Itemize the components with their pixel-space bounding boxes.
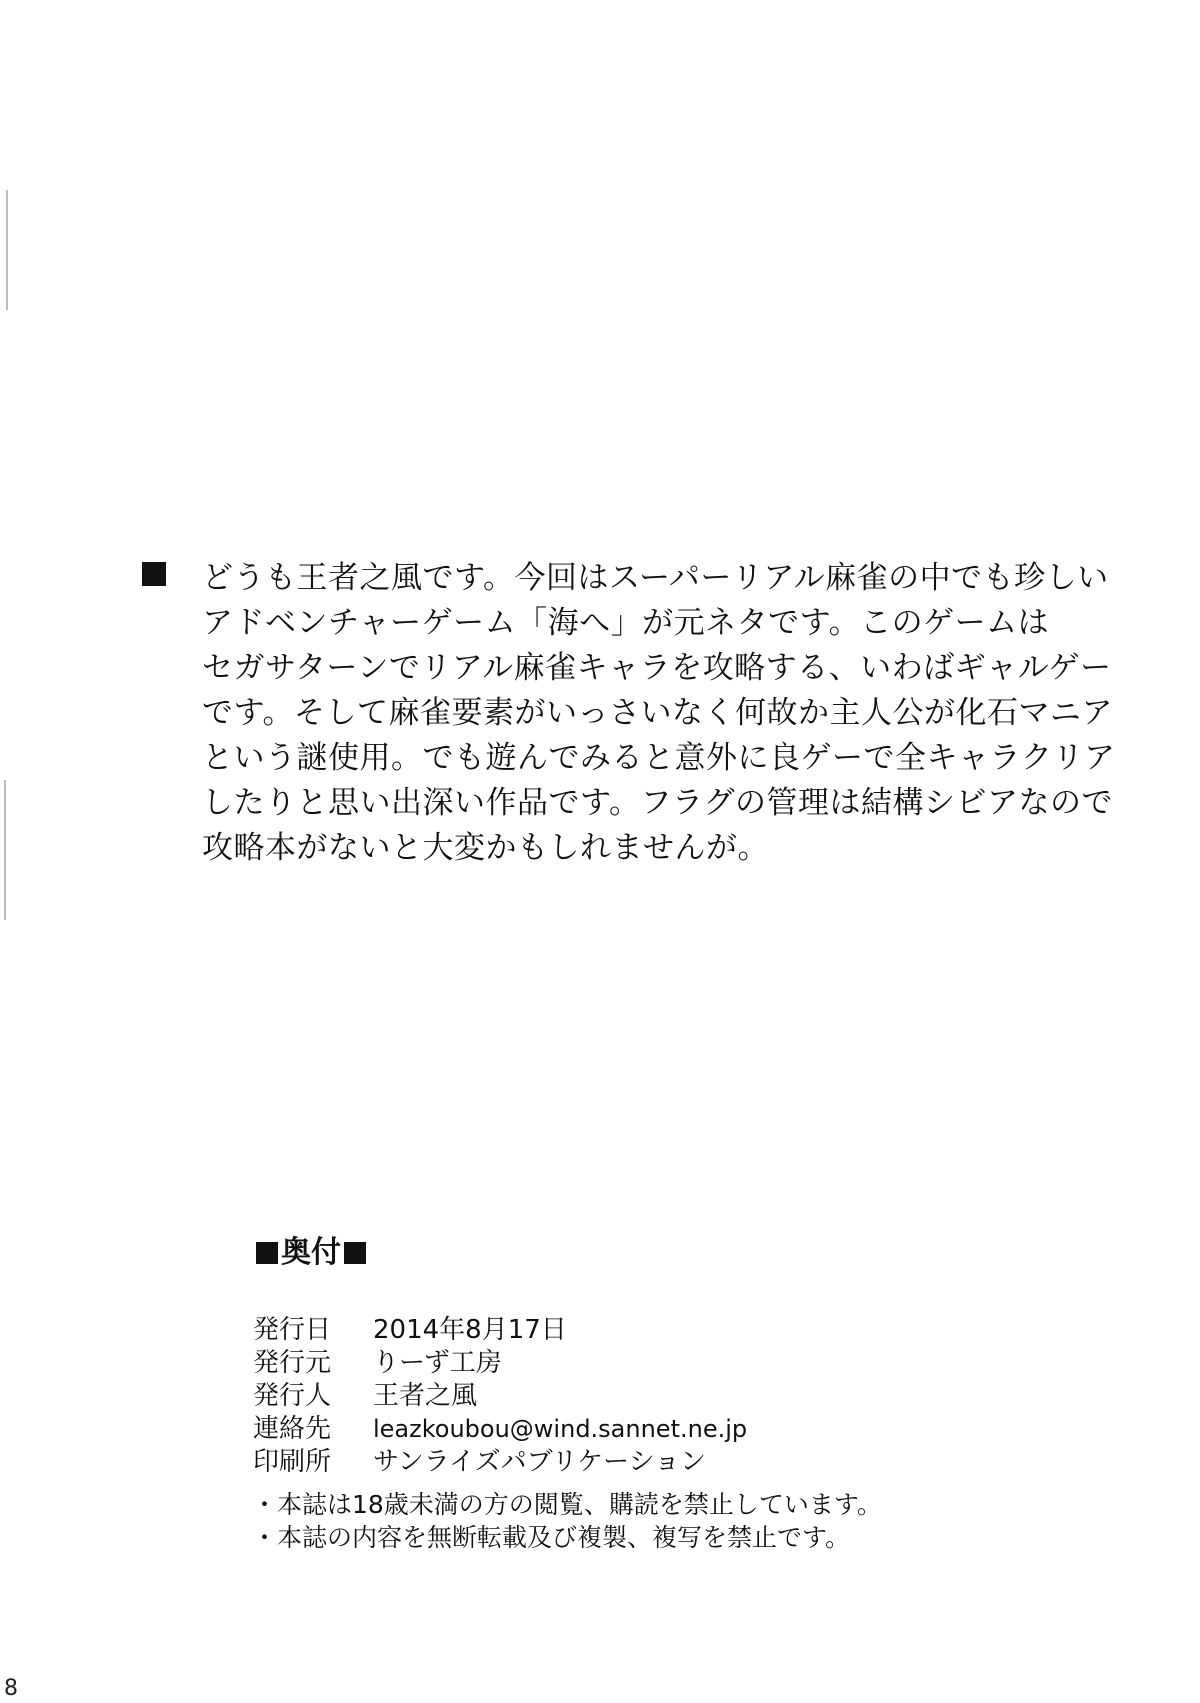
page-number: 8 bbox=[4, 1676, 18, 1701]
afterword-line: したりと思い出深い作品です。フラグの管理は結構シビアなので bbox=[202, 785, 1114, 821]
colophon-label: 発行人 bbox=[253, 1381, 332, 1411]
black-square-bullet-icon bbox=[142, 562, 166, 586]
colophon-value: 2014年8月17日 bbox=[373, 1315, 567, 1345]
black-square-icon bbox=[344, 1242, 366, 1264]
colophon-row-printer bbox=[253, 1446, 953, 1479]
legal-notes bbox=[252, 1488, 1052, 1554]
scan-artifact bbox=[4, 780, 6, 920]
afterword-line: 攻略本がないと大変かもしれませんが。 bbox=[202, 830, 769, 866]
afterword-line: アドベンチャーゲーム「海へ」が元ネタです。このゲームは bbox=[202, 605, 1050, 641]
colophon-row-publisher bbox=[253, 1347, 953, 1380]
colophon-label: 発行元 bbox=[253, 1348, 332, 1378]
afterword-line: という謎使用。でも遊んでみると意外に良ゲーで全キャラクリア bbox=[202, 740, 1116, 776]
colophon-table bbox=[253, 1314, 953, 1479]
colophon-label: 印刷所 bbox=[253, 1447, 332, 1477]
afterword-line: セガサターンでリアル麻雀キャラを攻略する、いわばギャルゲー bbox=[202, 650, 1112, 686]
colophon-heading-text: 奥付 bbox=[281, 1235, 341, 1270]
contact-email: leazkoubou@wind.sannet.ne.jp bbox=[373, 1415, 748, 1443]
colophon-row-issuer bbox=[253, 1380, 953, 1413]
colophon-value: りーず工房 bbox=[373, 1348, 502, 1378]
colophon-label: 連絡先 bbox=[253, 1414, 332, 1444]
colophon-heading bbox=[256, 1233, 366, 1273]
colophon-row-issue-date bbox=[253, 1314, 953, 1347]
colophon-value: 王者之風 bbox=[373, 1381, 478, 1411]
legal-note: ・本誌の内容を無断転載及び複製、複写を禁止です。 bbox=[252, 1523, 851, 1552]
colophon-label: 発行日 bbox=[253, 1315, 332, 1345]
afterword-text bbox=[202, 556, 1152, 871]
colophon-row-contact bbox=[253, 1413, 953, 1446]
afterword-line: どうも王者之風です。今回はスーパーリアル麻雀の中でも珍しい bbox=[202, 560, 1109, 596]
scan-artifact bbox=[6, 190, 8, 310]
afterword-line: です。そして麻雀要素がいっさいなく何故か主人公が化石マニア bbox=[202, 695, 1114, 731]
colophon-value: サンライズパブリケーション bbox=[373, 1447, 707, 1477]
legal-note: ・本誌は18歳未満の方の閲覧、購読を禁止しています。 bbox=[252, 1490, 882, 1519]
black-square-icon bbox=[256, 1242, 278, 1264]
